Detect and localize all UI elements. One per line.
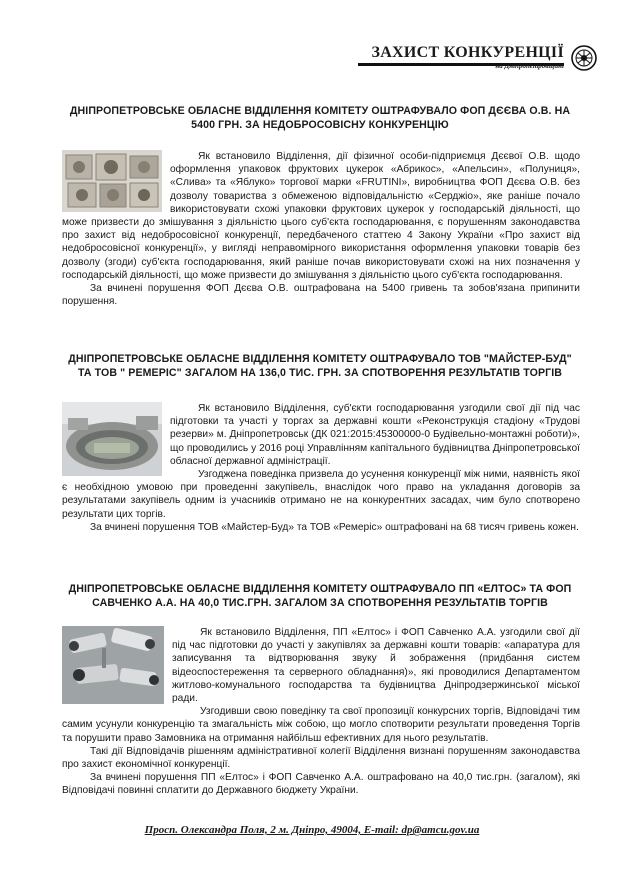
- header-title: ЗАХИСТ КОНКУРЕНЦІЇ: [371, 44, 564, 61]
- article-3-paragraph: За вчинені порушення ПП «Елтос» і ФОП Савченко А.А. оштрафовано на 40,0 тис.грн. (загалом), які Відповідачі повинні сплатити до Державного бюджету України.: [62, 772, 580, 797]
- article-3-body: [62, 626, 580, 798]
- article-1-paragraph: За вчинені порушення ФОП Дєєва О.В. оштрафована на 5400 гривень та зобов'язана припинити порушення.: [62, 283, 580, 308]
- footer-contact: [0, 824, 624, 836]
- emblem-icon: [570, 44, 598, 72]
- article-3-paragraph: Такі дії Відповідачів рішенням адміністративної колегії Відділення визнані порушенням законодавства про захист економічної конкуренції.: [62, 745, 580, 771]
- footer-address: Просп. Олександра Поля, 2 м. Дніпро, 49004, E-mail:: [144, 824, 402, 836]
- article-1-paragraph: Як встановило Відділення, дії фізичної особи-підприємця Дєєвої О.В. щодо оформлення упаковок фруктових цукерок «Абрикос», «Апельсин», «Полуниця», «Слива» та «Яблуко» торгової марки «FRUTINI», виробництва ФОП Дєєва О.В. без дозволу товариства з обмеженою відповідальністю «Серджіо», яке раніше почало використовувати схожі упаковки фруктових цукерок у господарській діяльності, що може призвести до змішування з діяльністю цього суб'єкта господарювання, є порушенням законодавства про захист від недобросовісної конкуренції, передбаченого статтею 4 Закону України «Про захист від недобросовісної конкуренції», у вигляді неправомірного використання оформлення упаковки товарів без дозволу (згоди) суб'єкта господарювання, який раніше почав використовувати схожі на них позначення у господарській діяльності, що може призвести до змішування з діяльністю цього суб'єкта господарювання.: [62, 151, 580, 281]
- article-1-headline: ДНІПРОПЕТРОВСЬКЕ ОБЛАСНЕ ВІДДІЛЕННЯ КОМІТЕТУ ОШТРАФУВАЛО ФОП ДЄЄВА О.В. НА 5400 ГРН. ЗА НЕДОБРОСОВІСНУ КОНКУРЕНЦІЮ: [69, 105, 571, 131]
- article-3-paragraph: Як встановило Відділення, ПП «Елтос» і ФОП Савченко А.А. узгодили свої дії під час підготовки до участі у закупівлях за державні кошти товарів: «апаратура для записування та відтворювання звуку й зображення (придбання систем відеоспостереження та серверного обладнання)», які проводилися Департаментом житлово-комунального господарства та будівництва Дніпродзержинської міської ради.: [172, 627, 580, 705]
- header-brand: [358, 44, 598, 72]
- article-2-paragraph: Узгоджена поведінка призвела до усунення конкуренції між ними, наявність якої є необхідною умовою при проведенні закупівель, внаслідок чого право на укладання договорів за результатами закупівель одним із учасників отримано не на конкурентних засадах, чим було спотворено результати цих торгів.: [62, 469, 580, 520]
- article-1-body: [62, 150, 580, 308]
- article-3-headline: ДНІПРОПЕТРОВСЬКЕ ОБЛАСНЕ ВІДДІЛЕННЯ КОМІТЕТУ ОШТРАФУВАЛО ПП «ЕЛТОС» ТА ФОП САВЧЕНКО А.А. НА 40,0 ТИС.ГРН. ЗАГАЛОМ ЗА СПОТВОРЕННЯ РЕЗУЛЬТАТІВ ТОРГІВ: [68, 583, 572, 609]
- surveillance-cameras-photo: [62, 626, 164, 704]
- article-2-body: [62, 402, 580, 534]
- article-2-headline: ДНІПРОПЕТРОВСЬКЕ ОБЛАСНЕ ВІДДІЛЕННЯ КОМІТЕТУ ОШТРАФУВАЛО ТОВ "МАЙСТЕР-БУД" ТА ТОВ " РЕМЕРІС" ЗАГАЛОМ НА 136,0 ТИС. ГРН. ЗА СПОТВОРЕННЯ РЕЗУЛЬТАТІВ ТОРГІВ: [68, 353, 572, 379]
- footer-email-link[interactable]: dp@amcu.gov.ua: [401, 824, 480, 836]
- header-subtitle: на Дніпропетровщині: [495, 62, 564, 70]
- article-3-paragraph: Узгодивши свою поведінку та свої пропозиції конкурсних торгів, Відповідачі тим самим усунули конкуренцію та змагальність між собою, що могло спотворити результати проведення Торгів та порушити право Замовника на отримання найбільш ефективних для нього результатів.: [62, 706, 580, 744]
- article-2-paragraph: Як встановило Відділення, суб'єкти господарювання узгодили свої дії під час підготовки та участі у торгах за державні кошти «Реконструкція стадіону «Трудові резерви» м. Дніпропетровськ (ДК 021:2015:45300000-0 Будівельно-монтажні роботи)», що проводились у 2016 році Управлінням капітального будівництва Дніпропетровської обласної державної адміністрації.: [170, 403, 580, 467]
- stadium-photo: [62, 402, 162, 476]
- candy-packages-photo: [62, 150, 162, 212]
- article-2-paragraph: За вчинені порушення ТОВ «Майстер-Буд» та ТОВ «Ремеріс» оштрафовані на 68 тисяч гривень кожен.: [90, 521, 579, 533]
